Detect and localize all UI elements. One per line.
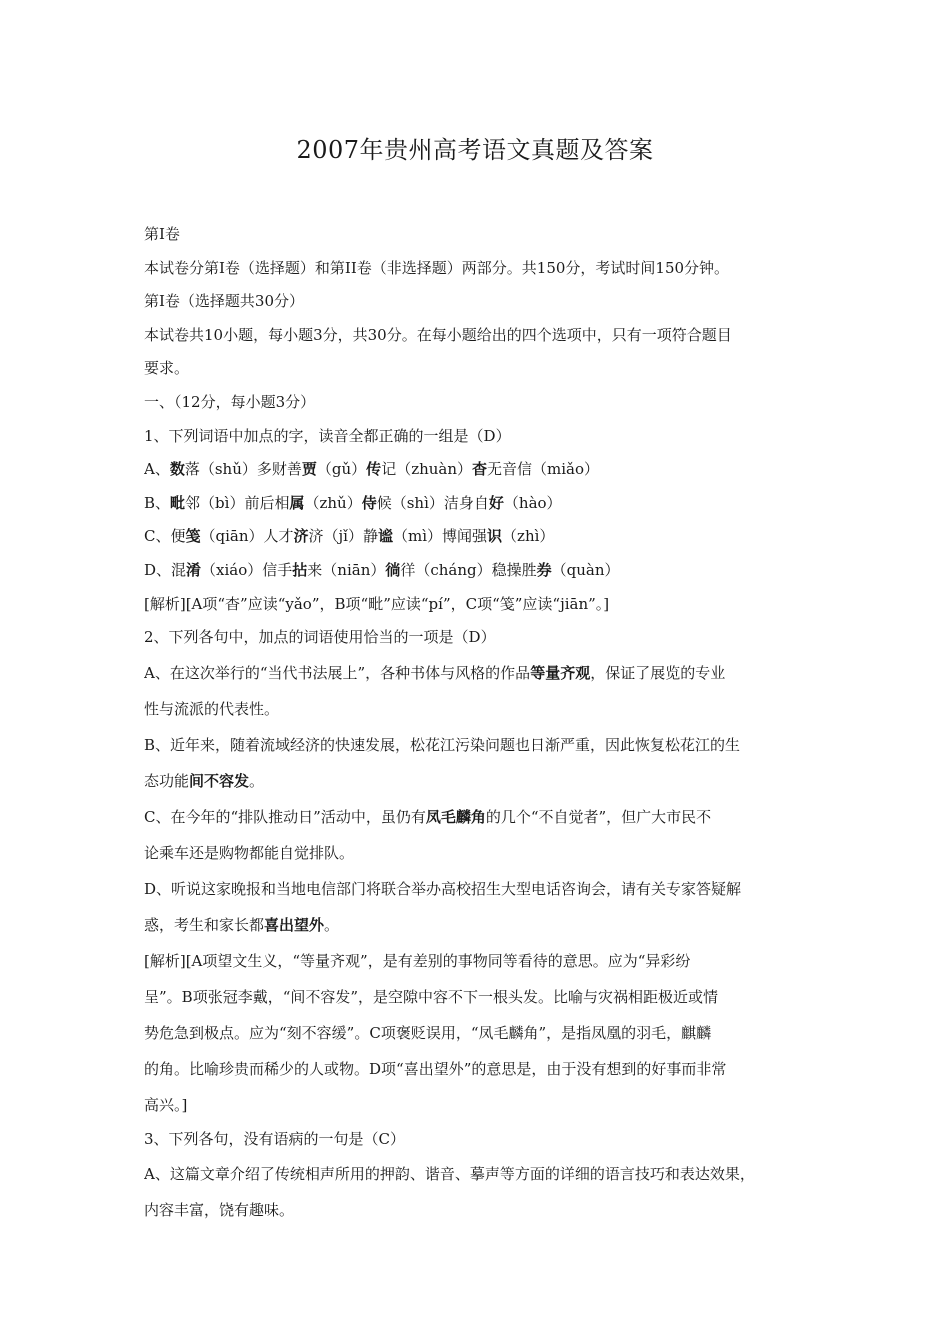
instructions-line-1: 本试卷共10小题，每小题3分，共30分。在每小题给出的四个选项中，只有一项符合题目 [144, 325, 732, 344]
question-2-stem: 2、下列各句中，加点的词语使用恰当的一项是（D） [144, 628, 496, 647]
question-1-option-b: B、毗邻（bì）前后相属（zhǔ）侍候（shì）洁身自好（hào） [144, 493, 562, 512]
question-2-option-c-cont: 论乘车还是购物都能自觉排队。 [144, 843, 355, 862]
volume-heading: 第Ⅰ卷（选择题共30分） [144, 292, 305, 311]
section-heading: 一、（12分，每小题3分） [144, 392, 316, 411]
question-3-option-a: A、这篇文章介绍了传统相声所用的押韵、谐音、摹声等方面的详细的语言技巧和表达效果， [144, 1165, 755, 1184]
question-1-option-a: A、数落（shǔ）多财善贾（gǔ）传记（zhuàn）杳无音信（miǎo） [144, 460, 600, 479]
question-1-stem: 1、下列词语中加点的字，读音全都正确的一组是（D） [144, 426, 511, 445]
question-1-option-d: D、混淆（xiáo）信手拈来（niān）徜徉（cháng）稳操胜券（quàn） [144, 560, 620, 579]
document-body [144, 218, 812, 1228]
question-2-option-a: A、在这次举行的“当代书法展上”，各种书体与风格的作品等量齐观，保证了展览的专业 [144, 663, 726, 682]
intro-paragraph: 本试卷分第Ⅰ卷（选择题）和第II卷（非选择题）两部分。共150分，考试时间150分钟。 [144, 258, 730, 277]
question-2-option-d-cont: 惑，考生和家长都喜出望外。 [144, 915, 340, 934]
volume-label: 第Ⅰ卷 [144, 225, 180, 243]
question-2-analysis-5: 高兴。] [144, 1095, 188, 1114]
instructions-line-2: 要求。 [144, 359, 190, 378]
page-title: 2007年贵州高考语文真题及答案 [296, 136, 654, 164]
question-2-option-c: C、在今年的“排队推动日”活动中，虽仍有凤毛麟角的几个“不自觉者”，但广大市民不 [144, 807, 712, 826]
question-1-option-c: C、便笺（qiān）人才济济（jǐ）静谧（mì）博闻强识（zhì） [144, 527, 555, 546]
question-2-option-b: B、近年来，随着流域经济的快速发展，松花江污染问题也日渐严重，因此恢复松花江的生 [144, 735, 741, 754]
question-3-option-a-cont: 内容丰富，饶有趣味。 [144, 1201, 295, 1220]
question-2-option-a-cont: 性与流派的代表性。 [144, 699, 280, 718]
question-3-stem: 3、下列各句，没有语病的一句是（C） [144, 1129, 406, 1148]
question-2-analysis-4: 的角。比喻珍贵而稀少的人或物。D项“喜出望外”的意思是，由于没有想到的好事而非常 [144, 1059, 727, 1078]
question-1-analysis: [解析][A项“杳”应读“yǎo”，B项“毗”应读“pí”，C项“笺”应读“jiān”。] [144, 594, 610, 613]
question-2-analysis-2: 呈”。B项张冠李戴，“间不容发”，是空隙中容不下一根头发。比喻与灾祸相距极近或情 [144, 987, 719, 1006]
question-2-analysis-3: 势危急到极点。应为“刻不容缓”。C项褒贬误用，“凤毛麟角”，是指凤凰的羽毛，麒麟 [144, 1023, 712, 1042]
question-2-option-d: D、听说这家晚报和当地电信部门将联合举办高校招生大型电话咨询会，请有关专家答疑解 [144, 879, 742, 898]
question-2-analysis-1: [解析][A项望文生义，“等量齐观”，是有差别的事物同等看待的意思。应为“异彩纷 [144, 951, 691, 970]
question-2-option-b-cont: 态功能间不容发。 [144, 771, 265, 790]
